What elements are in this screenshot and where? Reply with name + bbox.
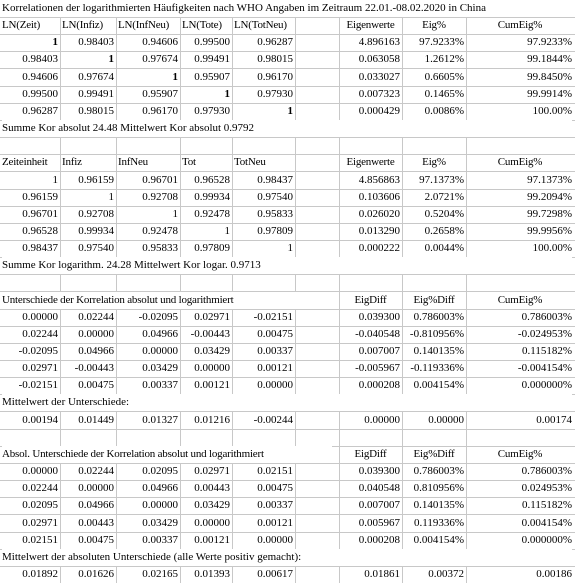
table-cell[interactable]: 0.00337: [142, 534, 178, 546]
table-cell[interactable]: 99.9956%: [527, 225, 572, 237]
column-header-cell[interactable]: LN(Tote): [182, 19, 222, 31]
table-cell[interactable]: 0.786003%: [521, 311, 572, 323]
table-cell[interactable]: 0.02971: [22, 517, 58, 529]
table-cell[interactable]: 0.03429: [142, 517, 178, 529]
table-cell[interactable]: 0.02971: [194, 465, 230, 477]
table-cell[interactable]: 0.2658%: [424, 225, 464, 237]
table-cell[interactable]: 0.98403: [78, 36, 114, 48]
table-cell[interactable]: 1: [172, 71, 178, 83]
table-cell[interactable]: -0.005967: [355, 362, 400, 374]
table-cell[interactable]: 0.786003%: [413, 311, 464, 323]
table-cell[interactable]: 0.103606: [358, 191, 400, 203]
table-cell[interactable]: 0.96701: [22, 208, 58, 220]
table-cell[interactable]: 0.00186: [536, 568, 572, 580]
table-cell[interactable]: 0.004154%: [521, 517, 572, 529]
column-header-cell[interactable]: Eig%: [422, 19, 446, 31]
table-cell[interactable]: 0.000222: [358, 242, 400, 254]
column-header-cell[interactable]: Eigenwerte: [346, 156, 395, 168]
table-cell[interactable]: 0.140135%: [413, 345, 464, 357]
column-header-cell[interactable]: Eig%Diff: [413, 294, 455, 306]
table-cell[interactable]: 0.02095: [22, 499, 58, 511]
table-cell[interactable]: 0.007007: [358, 345, 400, 357]
table-cell[interactable]: 100.00%: [532, 105, 572, 117]
table-cell[interactable]: 0.00121: [194, 379, 230, 391]
table-cell[interactable]: 0.99491: [194, 53, 230, 65]
table-cell[interactable]: 0.04966: [78, 499, 114, 511]
column-header-cell[interactable]: Eig%: [422, 156, 446, 168]
table-cell[interactable]: 0.786003%: [521, 465, 572, 477]
table-cell[interactable]: 0.97540: [257, 191, 293, 203]
table-cell[interactable]: 0.01216: [194, 414, 230, 426]
table-cell[interactable]: 97.1373%: [419, 174, 464, 186]
table-cell[interactable]: 0.00000: [142, 499, 178, 511]
section-title[interactable]: Summe Kor absolut 24.48 Mittelwert Kor absolut 0.9792: [2, 120, 572, 137]
table-cell[interactable]: 0.01626: [78, 568, 114, 580]
table-cell[interactable]: 4.896163: [358, 36, 400, 48]
table-cell[interactable]: 0.005967: [358, 517, 400, 529]
table-cell[interactable]: 0.00475: [257, 328, 293, 340]
table-cell[interactable]: 0.02244: [22, 328, 58, 340]
table-cell[interactable]: 97.9233%: [419, 36, 464, 48]
table-cell[interactable]: 0.03429: [194, 499, 230, 511]
table-cell[interactable]: 0.115182%: [521, 345, 572, 357]
table-cell[interactable]: 99.7298%: [527, 208, 572, 220]
table-cell[interactable]: 1: [52, 174, 58, 186]
grid-row-line: [0, 429, 575, 430]
table-cell[interactable]: 0.97930: [194, 105, 230, 117]
table-cell[interactable]: 97.9233%: [527, 36, 572, 48]
table-cell[interactable]: 0.98015: [78, 105, 114, 117]
table-cell[interactable]: 0.000000%: [521, 379, 572, 391]
table-cell[interactable]: 0.000208: [358, 379, 400, 391]
table-cell[interactable]: 0.115182%: [521, 499, 572, 511]
table-cell[interactable]: 0.96528: [22, 225, 58, 237]
column-header-cell[interactable]: Eigenwerte: [346, 19, 395, 31]
table-cell[interactable]: 0.97540: [78, 242, 114, 254]
table-cell[interactable]: 0.00443: [78, 517, 114, 529]
table-cell[interactable]: 0.92478: [194, 208, 230, 220]
table-cell[interactable]: -0.00443: [190, 328, 230, 340]
table-cell[interactable]: 0.99491: [78, 88, 114, 100]
grid-row-line: [0, 137, 575, 138]
table-cell[interactable]: 0.99500: [194, 36, 230, 48]
table-cell[interactable]: 0.00337: [257, 499, 293, 511]
table-cell[interactable]: 0.04966: [78, 345, 114, 357]
table-cell[interactable]: -0.02151: [18, 379, 58, 391]
table-cell[interactable]: 0.00000: [257, 379, 293, 391]
table-cell[interactable]: 0.033027: [358, 71, 400, 83]
table-cell[interactable]: 0.039300: [358, 465, 400, 477]
column-header-cell[interactable]: CumEig%: [497, 156, 543, 168]
table-cell[interactable]: 0.92478: [142, 225, 178, 237]
table-cell[interactable]: -0.00443: [74, 362, 114, 374]
table-cell[interactable]: 0.02244: [78, 465, 114, 477]
table-cell[interactable]: 0.013290: [358, 225, 400, 237]
table-cell[interactable]: 4.856863: [358, 174, 400, 186]
table-cell[interactable]: 0.00337: [142, 379, 178, 391]
table-cell[interactable]: 0.98015: [257, 53, 293, 65]
column-header-cell[interactable]: CumEig%: [497, 448, 543, 460]
table-cell[interactable]: -0.810956%: [409, 328, 464, 340]
table-cell[interactable]: 0.00372: [428, 568, 464, 580]
table-cell[interactable]: -0.02095: [18, 345, 58, 357]
table-cell[interactable]: 0.02244: [22, 482, 58, 494]
table-cell[interactable]: 0.00475: [78, 534, 114, 546]
column-header-cell[interactable]: CumEig%: [497, 19, 543, 31]
table-cell[interactable]: 0.00000: [22, 465, 58, 477]
table-cell[interactable]: 0.97674: [78, 71, 114, 83]
section-title[interactable]: Summe Kor logarithm. 24.28 Mittelwert Kor logar. 0.9713: [2, 257, 572, 274]
column-header-cell[interactable]: Absol. Unterschiede der Korrelation absolut und logarithmiert: [2, 446, 332, 463]
table-cell[interactable]: 0.03429: [142, 362, 178, 374]
table-cell[interactable]: 0.00000: [194, 362, 230, 374]
table-cell[interactable]: 0.95833: [142, 242, 178, 254]
table-cell[interactable]: 0.000208: [358, 534, 400, 546]
column-header-cell[interactable]: LN(Zeit): [2, 19, 41, 31]
table-cell[interactable]: 0.00475: [257, 482, 293, 494]
table-cell[interactable]: -0.119336%: [410, 362, 464, 374]
table-cell[interactable]: 99.2094%: [527, 191, 572, 203]
table-cell[interactable]: 0.026020: [358, 208, 400, 220]
table-cell[interactable]: 100.00%: [532, 242, 572, 254]
table-cell[interactable]: 0.98437: [22, 242, 58, 254]
table-cell[interactable]: 0.98403: [22, 53, 58, 65]
table-cell[interactable]: 0.02165: [142, 568, 178, 580]
table-cell[interactable]: 0.00000: [78, 328, 114, 340]
table-cell[interactable]: 0.063058: [358, 53, 400, 65]
table-cell[interactable]: 0.00337: [257, 345, 293, 357]
column-header-cell[interactable]: Unterschiede der Korrelation absolut und logarithmiert: [2, 292, 332, 309]
table-cell[interactable]: 0.01393: [194, 568, 230, 580]
table-cell[interactable]: 0.92708: [78, 208, 114, 220]
table-cell[interactable]: 0.5204%: [424, 208, 464, 220]
table-cell[interactable]: 0.007007: [358, 499, 400, 511]
table-cell[interactable]: 97.1373%: [527, 174, 572, 186]
section-title[interactable]: Korrelationen der logarithmierten Häufigkeiten nach WHO Angaben im Zeitraum 22.01.-08.02.2020 in China: [2, 0, 572, 17]
table-cell[interactable]: 1.2612%: [424, 53, 464, 65]
table-cell[interactable]: 0.0086%: [424, 105, 464, 117]
table-cell[interactable]: 0.02971: [194, 311, 230, 323]
section-title[interactable]: Mittelwert der absoluten Unterschiede (alle Werte positiv gemacht):: [2, 549, 572, 566]
table-cell[interactable]: 0.96159: [78, 174, 114, 186]
table-cell[interactable]: 0.96287: [257, 36, 293, 48]
table-cell[interactable]: 0.96170: [142, 105, 178, 117]
table-cell[interactable]: 0.00000: [22, 311, 58, 323]
grid-row-line: [0, 274, 575, 275]
table-cell[interactable]: 0.02244: [78, 311, 114, 323]
table-cell[interactable]: 1: [287, 242, 293, 254]
table-cell[interactable]: 0.140135%: [413, 499, 464, 511]
table-cell[interactable]: 0.97930: [257, 88, 293, 100]
table-cell[interactable]: 0.02095: [142, 465, 178, 477]
table-cell[interactable]: 0.98437: [257, 174, 293, 186]
table-cell[interactable]: 99.1844%: [527, 53, 572, 65]
table-cell[interactable]: 0.02151: [22, 534, 58, 546]
table-cell[interactable]: 0.00000: [142, 345, 178, 357]
table-cell[interactable]: 0.96287: [22, 105, 58, 117]
table-cell[interactable]: 0.119336%: [413, 517, 464, 529]
column-header-cell[interactable]: Eig%Diff: [413, 448, 455, 460]
table-cell[interactable]: 0.004154%: [413, 534, 464, 546]
table-cell[interactable]: 1: [108, 191, 114, 203]
table-cell[interactable]: -0.02095: [138, 311, 178, 323]
table-cell[interactable]: 0.00443: [194, 482, 230, 494]
table-cell[interactable]: 0.97809: [194, 242, 230, 254]
table-cell[interactable]: 0.02151: [257, 465, 293, 477]
table-cell[interactable]: 0.00617: [257, 568, 293, 580]
table-cell[interactable]: 0.00475: [78, 379, 114, 391]
table-cell[interactable]: -0.024953%: [517, 328, 572, 340]
table-cell[interactable]: 1: [52, 36, 58, 48]
table-cell[interactable]: 0.00000: [257, 534, 293, 546]
table-cell[interactable]: 0.00000: [78, 482, 114, 494]
table-cell[interactable]: 0.00121: [194, 534, 230, 546]
table-cell[interactable]: 0.99500: [22, 88, 58, 100]
table-cell[interactable]: 0.95907: [142, 88, 178, 100]
table-cell[interactable]: 0.95907: [194, 71, 230, 83]
table-cell[interactable]: 0.810956%: [413, 482, 464, 494]
table-cell[interactable]: 0.96159: [22, 191, 58, 203]
table-cell[interactable]: -0.004154%: [517, 362, 572, 374]
table-cell[interactable]: 0.94606: [22, 71, 58, 83]
table-cell[interactable]: 1: [224, 88, 230, 100]
table-cell[interactable]: 99.8450%: [527, 71, 572, 83]
table-cell[interactable]: 0.00121: [257, 517, 293, 529]
column-header-cell[interactable]: EigDiff: [354, 448, 387, 460]
table-cell[interactable]: 0.786003%: [413, 465, 464, 477]
table-cell[interactable]: 1: [108, 53, 114, 65]
table-cell[interactable]: 0.92708: [142, 191, 178, 203]
table-cell[interactable]: 0.01327: [142, 414, 178, 426]
column-header-cell[interactable]: Tot: [182, 156, 196, 168]
table-cell[interactable]: 1: [172, 208, 178, 220]
table-cell[interactable]: 1: [287, 105, 293, 117]
table-cell[interactable]: 0.00000: [194, 517, 230, 529]
table-cell[interactable]: -0.02151: [253, 311, 293, 323]
table-cell[interactable]: 0.01449: [78, 414, 114, 426]
table-cell[interactable]: 0.00121: [257, 362, 293, 374]
column-header-cell[interactable]: Infiz: [62, 156, 82, 168]
table-cell[interactable]: 0.95833: [257, 208, 293, 220]
table-cell[interactable]: 0.97674: [142, 53, 178, 65]
table-cell[interactable]: 0.96528: [194, 174, 230, 186]
column-header-cell[interactable]: LN(TotNeu): [234, 19, 287, 31]
table-cell[interactable]: 0.1465%: [424, 88, 464, 100]
column-header-cell[interactable]: CumEig%: [497, 294, 543, 306]
table-cell[interactable]: -0.040548: [355, 328, 400, 340]
table-cell[interactable]: 0.04966: [142, 482, 178, 494]
table-cell[interactable]: 0.96170: [257, 71, 293, 83]
table-cell[interactable]: 0.00194: [22, 414, 58, 426]
table-cell[interactable]: 0.0044%: [424, 242, 464, 254]
table-cell[interactable]: 0.04966: [142, 328, 178, 340]
table-cell[interactable]: 0.00000: [428, 414, 464, 426]
table-cell[interactable]: 0.000000%: [521, 534, 572, 546]
table-cell[interactable]: -0.00244: [253, 414, 293, 426]
column-header-cell[interactable]: LN(Infiz): [62, 19, 103, 31]
table-cell[interactable]: 1: [224, 225, 230, 237]
table-cell[interactable]: 0.01892: [22, 568, 58, 580]
table-cell[interactable]: 2.0721%: [424, 191, 464, 203]
table-cell[interactable]: 0.97809: [257, 225, 293, 237]
table-cell[interactable]: 0.024953%: [521, 482, 572, 494]
table-cell[interactable]: 0.94606: [142, 36, 178, 48]
column-header-cell[interactable]: Zeiteinheit: [2, 156, 48, 168]
table-cell[interactable]: 0.004154%: [413, 379, 464, 391]
table-cell[interactable]: 0.02971: [22, 362, 58, 374]
table-cell[interactable]: 99.9914%: [527, 88, 572, 100]
table-cell[interactable]: 0.00000: [364, 414, 400, 426]
table-cell[interactable]: 0.99934: [78, 225, 114, 237]
table-cell[interactable]: 0.01861: [364, 568, 400, 580]
table-cell[interactable]: 0.007323: [358, 88, 400, 100]
section-title[interactable]: Mittelwert der Unterschiede:: [2, 394, 572, 411]
table-cell[interactable]: 0.96701: [142, 174, 178, 186]
column-header-cell[interactable]: LN(InfNeu): [118, 19, 170, 31]
table-cell[interactable]: 0.00174: [536, 414, 572, 426]
column-header-cell[interactable]: TotNeu: [234, 156, 266, 168]
table-cell[interactable]: 0.03429: [194, 345, 230, 357]
column-header-cell[interactable]: EigDiff: [354, 294, 387, 306]
table-cell[interactable]: 0.99934: [194, 191, 230, 203]
table-cell[interactable]: 0.040548: [358, 482, 400, 494]
table-cell[interactable]: 0.000429: [358, 105, 400, 117]
table-cell[interactable]: 0.6605%: [424, 71, 464, 83]
column-header-cell[interactable]: InfNeu: [118, 156, 148, 168]
table-cell[interactable]: 0.039300: [358, 311, 400, 323]
